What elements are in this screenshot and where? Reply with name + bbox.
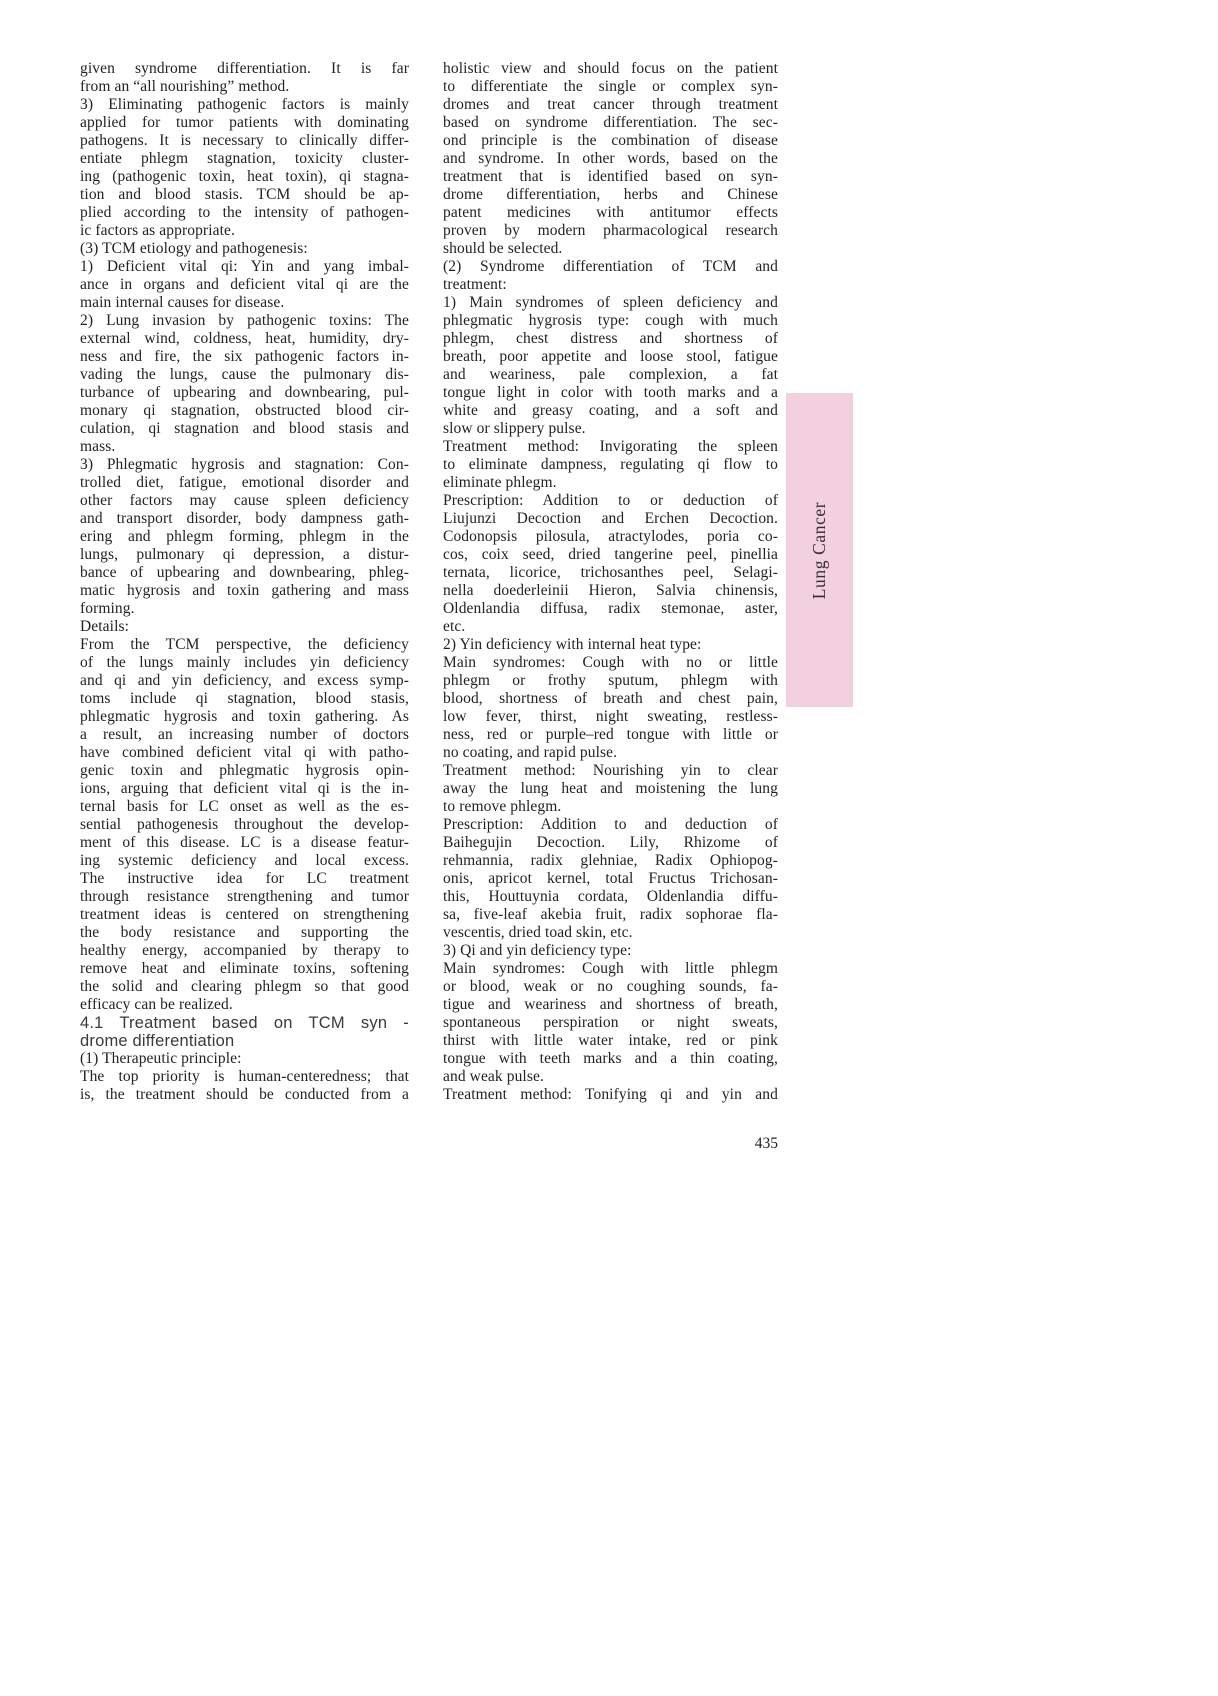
text-line: and syndrome. In other words, based on the [443, 150, 778, 167]
text-line: toms include qi stagnation, blood stasis, [80, 690, 409, 707]
right-column [443, 60, 778, 1104]
text-line: low fever, thirst, night sweating, restless- [443, 708, 778, 725]
text-line: dromes and treat cancer through treatment [443, 96, 778, 113]
text-line: breath, poor appetite and loose stool, fatigue [443, 348, 778, 365]
text-line: tion and blood stasis. TCM should be ap- [80, 186, 409, 203]
text-line: drome differentiation, herbs and Chinese [443, 186, 778, 203]
text-line: mass. [80, 438, 116, 455]
text-line: efficacy can be realized. [80, 996, 233, 1013]
text-line: entiate phlegm stagnation, toxicity cluster- [80, 150, 409, 167]
text-line: bance of upbearing and downbearing, phleg- [80, 564, 409, 581]
text-line: plied according to the intensity of pathogen- [80, 204, 409, 221]
section-heading-line: drome differentiation [80, 1032, 235, 1050]
text-line: to eliminate dampness, regulating qi flow to [443, 456, 778, 473]
text-line: patent medicines with antitumor effects [443, 204, 778, 221]
text-line: Liujunzi Decoction and Erchen Decoction. [443, 510, 778, 527]
text-line: based on syndrome differentiation. The sec- [443, 114, 778, 131]
text-line: (1) Therapeutic principle: [80, 1050, 242, 1067]
text-line: The top priority is human-centeredness; that [80, 1068, 409, 1085]
text-line: turbance of upbearing and downbearing, pul- [80, 384, 409, 401]
text-line: phlegmatic hygrosis type: cough with much [443, 312, 778, 329]
text-line: Prescription: Addition to and deduction of [443, 816, 778, 833]
chapter-tab-label: Lung Cancer [809, 501, 829, 599]
text-line: or blood, weak or no coughing sounds, fa- [443, 978, 778, 995]
text-line: eliminate phlegm. [443, 474, 557, 491]
left-column [80, 60, 409, 1104]
text-line: ance in organs and deficient vital qi are the [80, 276, 409, 293]
text-line: phlegm or frothy sputum, phlegm with [443, 672, 778, 689]
text-line: remove heat and eliminate toxins, softening [80, 960, 409, 977]
text-line: is, the treatment should be conducted from a [80, 1086, 409, 1103]
text-line: Main syndromes: Cough with little phlegm [443, 960, 778, 977]
text-line: pathogens. It is necessary to clinically differ- [80, 132, 409, 149]
text-line: and qi and yin deficiency, and excess symp- [80, 672, 409, 689]
text-line: proven by modern pharmacological research [443, 222, 778, 239]
text-line: tongue with teeth marks and a thin coating, [443, 1050, 778, 1067]
text-line: sa, five-leaf akebia fruit, radix sophorae fla- [443, 906, 778, 923]
text-line: and weak pulse. [443, 1068, 544, 1085]
text-line: vading the lungs, cause the pulmonary dis- [80, 366, 409, 383]
text-line: given syndrome differentiation. It is far [80, 60, 409, 77]
text-line: 2) Yin deficiency with internal heat type: [443, 636, 702, 653]
text-line: (3) TCM etiology and pathogenesis: [80, 240, 308, 257]
text-line: have combined deficient vital qi with patho- [80, 744, 409, 761]
text-line: treatment: [443, 276, 507, 293]
text-line: away the lung heat and moistening the lung [443, 780, 778, 797]
text-line: ing (pathogenic toxin, heat toxin), qi stagna- [80, 168, 409, 185]
text-line: 2) Lung invasion by pathogenic toxins: The [80, 312, 409, 329]
text-line: spontaneous perspiration or night sweats, [443, 1014, 778, 1031]
text-line: holistic view and should focus on the patient [443, 60, 778, 77]
text-line: sential pathogenesis throughout the develop- [80, 816, 409, 833]
text-line: 3) Phlegmatic hygrosis and stagnation: Con- [80, 456, 409, 473]
text-line: (2) Syndrome differentiation of TCM and [443, 258, 778, 275]
text-line: blood, shortness of breath and chest pain, [443, 690, 778, 707]
text-line: nella doederleinii Hieron, Salvia chinensis, [443, 582, 778, 599]
text-line: from an “all nourishing” method. [80, 78, 290, 95]
text-line: tongue light in color with tooth marks and a [443, 384, 778, 401]
text-line: white and greasy coating, and a soft and [443, 402, 778, 419]
text-line: thirst with little water intake, red or pink [443, 1032, 778, 1049]
text-line: culation, qi stagnation and blood stasis and [80, 420, 409, 437]
text-line: phlegmatic hygrosis and toxin gathering. As [80, 708, 409, 725]
text-line: ness, red or purple–red tongue with little or [443, 726, 778, 743]
text-line: the body resistance and supporting the [80, 924, 409, 941]
text-line: to differentiate the single or complex syn- [443, 78, 778, 95]
text-line: phlegm, chest distress and shortness of [443, 330, 778, 347]
text-line: ness and fire, the six pathogenic factors in- [80, 348, 409, 365]
text-line: ond principle is the combination of disease [443, 132, 778, 149]
text-line: treatment ideas is centered on strengthening [80, 906, 409, 923]
text-line: slow or slippery pulse. [443, 420, 586, 437]
text-line: matic hygrosis and toxin gathering and mass [80, 582, 409, 599]
text-line: ic factors as appropriate. [80, 222, 235, 239]
text-line: ing systemic deficiency and local excess. [80, 852, 409, 869]
text-line: Codonopsis pilosula, atractylodes, poria co- [443, 528, 778, 545]
text-line: ering and phlegm forming, phlegm in the [80, 528, 409, 545]
text-line: The instructive idea for LC treatment [80, 870, 409, 887]
text-line: genic toxin and phlegmatic hygrosis opin- [80, 762, 409, 779]
text-line: main internal causes for disease. [80, 294, 285, 311]
text-line: 3) Eliminating pathogenic factors is mainly [80, 96, 409, 113]
text-line: ternata, licorice, trichosanthes peel, Selagi- [443, 564, 778, 581]
text-line: Main syndromes: Cough with no or little [443, 654, 778, 671]
text-line: of the lungs mainly includes yin deficiency [80, 654, 409, 671]
text-line: onis, apricot kernel, total Fructus Trichosan- [443, 870, 778, 887]
text-line: lungs, pulmonary qi depression, a distur- [80, 546, 409, 563]
text-line: 3) Qi and yin deficiency type: [443, 942, 632, 959]
text-line: Prescription: Addition to or deduction of [443, 492, 778, 509]
section-heading-line: 4.1 Treatment based on TCM syn - [80, 1014, 409, 1032]
text-line: 1) Deficient vital qi: Yin and yang imbal- [80, 258, 409, 275]
text-line: Oldenlandia diffusa, radix stemonae, aster, [443, 600, 778, 617]
text-line: Treatment method: Invigorating the spleen [443, 438, 778, 455]
text-line: Details: [80, 618, 130, 635]
text-line: ment of this disease. LC is a disease featur- [80, 834, 409, 851]
text-line: this, Houttuynia cordata, Oldenlandia diffu- [443, 888, 778, 905]
text-line: etc. [443, 618, 466, 635]
text-line: healthy energy, accompanied by therapy to [80, 942, 409, 959]
text-line: vescentis, dried toad skin, etc. [443, 924, 633, 941]
text-line: through resistance strengthening and tumor [80, 888, 409, 905]
text-line: applied for tumor patients with dominating [80, 114, 409, 131]
text-line: and weariness, pale complexion, a fat [443, 366, 778, 383]
text-line: treatment that is identified based on syn- [443, 168, 778, 185]
text-line: forming. [80, 600, 135, 617]
text-line: ternal basis for LC onset as well as the es- [80, 798, 409, 815]
text-line: trolled diet, fatigue, emotional disorder and [80, 474, 409, 491]
text-line: external wind, coldness, heat, humidity, dry- [80, 330, 409, 347]
text-line: monary qi stagnation, obstructed blood cir- [80, 402, 409, 419]
text-line: should be selected. [443, 240, 563, 257]
text-line: Treatment method: Nourishing yin to clear [443, 762, 778, 779]
text-line: no coating, and rapid pulse. [443, 744, 618, 761]
text-line: and transport disorder, body dampness gath- [80, 510, 409, 527]
text-line: cos, coix seed, dried tangerine peel, pinellia [443, 546, 778, 563]
text-line: Treatment method: Tonifying qi and yin and [443, 1086, 778, 1103]
text-line: a result, an increasing number of doctors [80, 726, 409, 743]
text-line: rehmannia, radix glehniae, Radix Ophiopog- [443, 852, 778, 869]
text-line: Baihegujin Decoction. Lily, Rhizome of [443, 834, 778, 851]
text-line: ions, arguing that deficient vital qi is the in- [80, 780, 409, 797]
page-number: 435 [754, 1135, 778, 1152]
text-line: From the TCM perspective, the deficiency [80, 636, 409, 653]
text-line: 1) Main syndromes of spleen deficiency and [443, 294, 778, 311]
chapter-tab [786, 393, 853, 707]
text-line: other factors may cause spleen deficiency [80, 492, 409, 509]
text-line: tigue and weariness and shortness of breath, [443, 996, 778, 1013]
text-line: to remove phlegm. [443, 798, 562, 815]
text-line: the solid and clearing phlegm so that good [80, 978, 409, 995]
